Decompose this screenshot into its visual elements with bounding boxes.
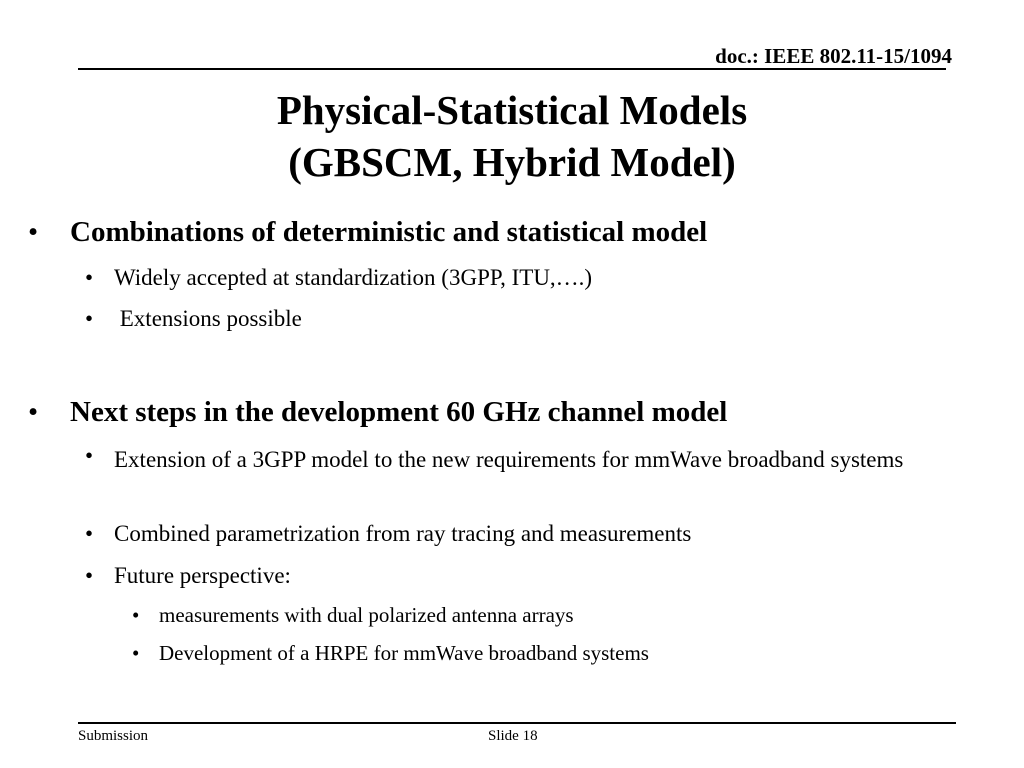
bullet-mark: •	[85, 563, 94, 588]
bullet-mark: •	[28, 396, 39, 428]
bullet-mark: •	[85, 306, 94, 331]
footer-slide-number: Slide 18	[488, 728, 538, 744]
bullet-next-steps	[28, 396, 728, 429]
bullet-text: Future perspective:	[114, 563, 291, 588]
slide-title	[0, 84, 1024, 188]
bullet-text: Development of a HRPE for mmWave broadband systems	[159, 641, 649, 665]
bullet-text: Extension of a 3GPP model to the new requirements for mmWave broadband systems	[114, 447, 904, 472]
bullet-text: measurements with dual polarized antenna arrays	[159, 603, 574, 627]
slide-title-line-2: (GBSCM, Hybrid Model)	[288, 139, 736, 185]
sub-bullet-extensions	[85, 306, 302, 332]
sub-bullet-standardization	[85, 265, 593, 291]
bullet-mark: •	[28, 216, 39, 248]
bullet-text: Combinations of deterministic and statistical model	[70, 216, 708, 248]
sub-bullet-extension-3gpp	[85, 443, 904, 477]
bullet-text: Extensions possible	[114, 306, 302, 331]
footer-submission: Submission	[78, 728, 149, 744]
bullet-mark: •	[85, 521, 94, 546]
header-divider	[78, 68, 946, 70]
bullet-text: Combined parametrization from ray tracing and measurements	[114, 521, 692, 546]
bullet-mark: •	[132, 603, 140, 627]
sub-sub-bullet-measurements	[132, 603, 574, 628]
footer-divider	[78, 722, 956, 724]
bullet-mark: •	[85, 443, 94, 468]
bullet-mark: •	[85, 265, 94, 290]
slide-title-line-1: Physical-Statistical Models	[276, 87, 748, 133]
document-id: doc.: IEEE 802.11-15/1094	[715, 44, 952, 68]
bullet-mark: •	[132, 641, 140, 665]
sub-bullet-future-perspective	[85, 563, 291, 589]
sub-sub-bullet-hrpe	[132, 641, 649, 666]
bullet-text: Widely accepted at standardization (3GPP, ITU,….)	[114, 265, 593, 290]
bullet-text: Next steps in the development 60 GHz channel model	[70, 396, 728, 428]
sub-bullet-parametrization	[85, 521, 692, 547]
bullet-combinations	[28, 216, 708, 249]
